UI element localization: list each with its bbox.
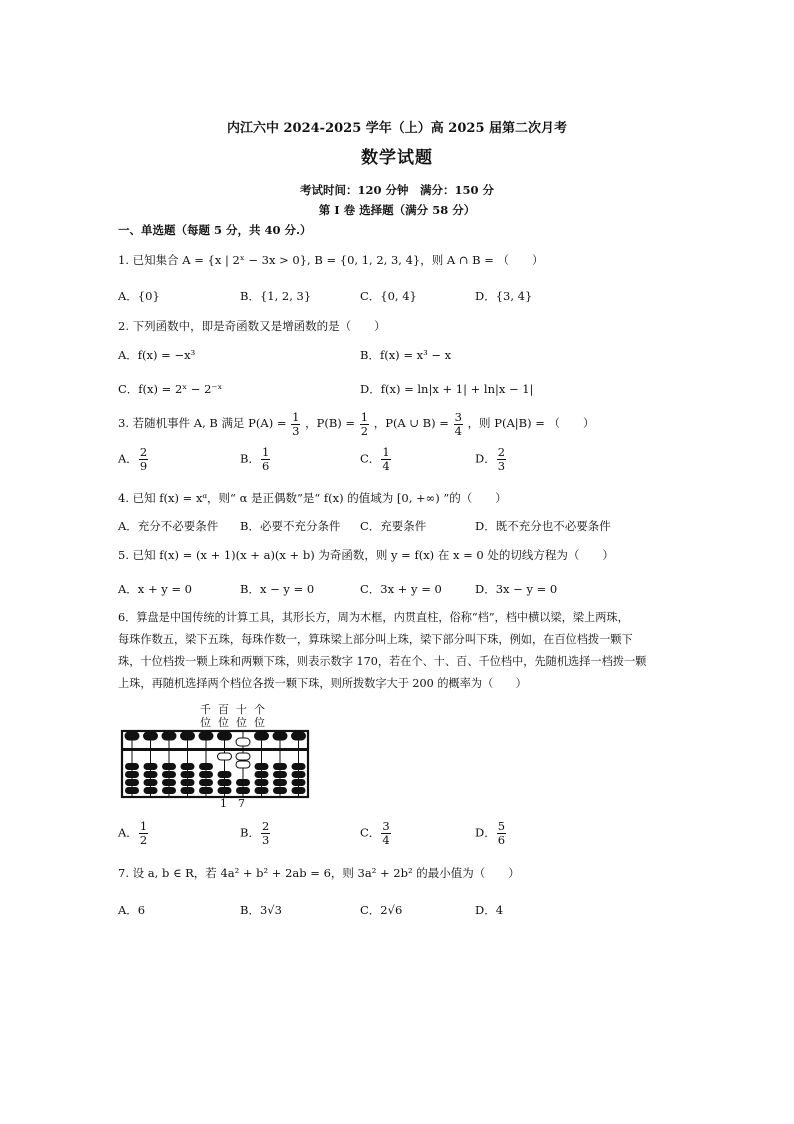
abacus-label-tens: 十 — [236, 703, 247, 716]
abacus-upper-bead — [292, 732, 306, 740]
q3-pa-num: 1 — [292, 409, 300, 424]
q6-line-2: 每珠作数五，梁下五珠，每珠作数一，算珠梁上部分叫上珠，梁下部分叫下珠，例如，在百位档拨一颗下 — [118, 633, 633, 646]
abacus-lower-bead — [255, 771, 269, 778]
q3-pu-den: 4 — [454, 423, 462, 438]
q3-mid1: ，P(B) = — [305, 416, 356, 430]
q3-option-c-den: 4 — [382, 459, 390, 473]
q3-option-c — [360, 446, 392, 473]
q5-option-a: A．x + y = 0 — [118, 582, 192, 596]
abacus-label-wei-2: 位 — [218, 716, 229, 729]
q6-option-c-label: C． — [360, 825, 381, 840]
abacus-label-thousands: 千 — [200, 703, 211, 716]
abacus-lower-bead — [236, 787, 250, 794]
q3-option-a-label: A． — [118, 451, 138, 466]
abacus-lower-bead — [236, 779, 250, 786]
q6-line-1: 6．算盘是中国传统的计算工具，其形长方，周为木框，内贯直柱，俗称“档”，档中横以梁，梁上两珠， — [118, 611, 629, 624]
q3-option-d-fraction — [497, 446, 506, 473]
abacus-lower-bead — [162, 763, 176, 770]
q6-option-c-fraction — [381, 820, 390, 847]
q5-option-d: D．3x − y = 0 — [475, 582, 558, 596]
q3-option-b-num: 1 — [261, 445, 270, 459]
abacus-label-wei-3: 位 — [236, 716, 247, 729]
q6-line-4: 上珠，再随机选择两个档位各拨一颗下珠，则所拨数字大于 200 的概率为（ ） — [118, 677, 527, 690]
abacus-lower-bead — [181, 771, 195, 778]
q3-pa-fraction — [291, 411, 300, 438]
q3-option-c-label: C． — [360, 451, 381, 466]
q3-pb-den: 2 — [360, 423, 369, 438]
q7-option-b: B．3√3 — [240, 903, 282, 917]
abacus-lower-bead — [144, 763, 158, 770]
q6-option-b-den: 3 — [261, 833, 270, 847]
q2-option-a: A．f(x) = −x³ — [118, 348, 196, 362]
q3-pb-num: 1 — [360, 409, 369, 424]
abacus-lower-bead — [218, 787, 232, 794]
abacus-upper-bead — [162, 732, 176, 740]
q6-option-b-label: B． — [240, 825, 260, 840]
q7-option-a: A．6 — [118, 903, 146, 917]
q5-option-c: C．3x + y = 0 — [360, 582, 442, 596]
q7-stem: 7. 设 a, b ∈ R，若 4a² + b² + 2ab = 6，则 3a² + 2b² 的最小值为（ ） — [118, 866, 520, 880]
q3-option-a-den: 9 — [139, 459, 148, 473]
abacus-upper-bead — [218, 732, 232, 740]
q6-option-c-den: 4 — [382, 833, 390, 847]
abacus-moved-bead — [218, 753, 232, 760]
q3-option-a-fraction — [139, 446, 148, 473]
q2-option-c: C．f(x) = 2ˣ − 2⁻ˣ — [118, 382, 223, 396]
q6-option-a-fraction — [139, 820, 148, 847]
abacus-lower-bead — [255, 787, 269, 794]
abacus-upper-bead — [181, 732, 195, 740]
abacus-lower-bead — [218, 771, 232, 778]
abacus-moved-bead — [236, 753, 250, 760]
q4-option-c: C．充要条件 — [360, 519, 427, 533]
q7-option-c: C．2√6 — [360, 903, 403, 917]
q3-option-d-num: 2 — [497, 445, 506, 459]
q5-option-b: B．x − y = 0 — [240, 582, 315, 596]
abacus-label-hundreds: 百 — [218, 703, 229, 716]
abacus-upper-bead — [273, 732, 287, 740]
q3-option-b-den: 6 — [261, 459, 270, 473]
abacus-lower-bead — [162, 771, 176, 778]
abacus-lower-bead — [144, 771, 158, 778]
abacus-lower-bead — [199, 771, 213, 778]
abacus-lower-bead — [199, 763, 213, 770]
abacus-lower-bead — [181, 779, 195, 786]
q3-suffix: ，则 P(A|B) = （ ） — [467, 416, 595, 430]
abacus-upper-bead — [199, 732, 213, 740]
q1-stem: 1. 已知集合 A = {x | 2ˣ − 3x > 0}, B = {0, 1, 2, 3, 4}，则 A ∩ B = （ ） — [118, 253, 544, 267]
q1-option-a: A．{0} — [118, 289, 160, 303]
q1-option-d: D．{3, 4} — [475, 289, 533, 303]
abacus-lower-bead — [199, 787, 213, 794]
q3-option-a — [118, 446, 149, 473]
q6-option-b-fraction — [261, 820, 270, 847]
q6-option-d-fraction — [497, 820, 506, 847]
q3-option-d-den: 3 — [497, 459, 506, 473]
exam-meta: 考试时间：120 分钟 满分：150 分 — [299, 183, 495, 197]
q6-line-3: 珠，十位档拨一颗上珠和两颗下珠，则表示数字 170，若在个、十、百、千位档中，先随机选择一档拨一颗 — [118, 655, 647, 668]
abacus-lower-bead — [199, 779, 213, 786]
abacus-label-ones: 个 — [254, 703, 265, 716]
q6-option-d — [475, 820, 507, 847]
abacus-lower-bead — [144, 787, 158, 794]
abacus-lower-bead — [218, 779, 232, 786]
abacus-upper-bead — [125, 732, 139, 740]
abacus-lower-bead — [162, 787, 176, 794]
abacus-lower-bead — [162, 779, 176, 786]
abacus-upper-bead — [144, 732, 158, 740]
q6-option-d-label: D． — [475, 825, 496, 840]
q6-option-d-den: 6 — [497, 833, 506, 847]
abacus-lower-bead — [273, 771, 287, 778]
part-title: 第 I 卷 选择题（满分 58 分） — [318, 203, 476, 217]
q1-option-c: C．{0, 4} — [360, 289, 417, 303]
abacus-lower-bead — [125, 771, 139, 778]
q3-pa-den: 3 — [292, 423, 300, 438]
abacus-lower-bead — [181, 763, 195, 770]
q3-option-b-fraction — [261, 446, 270, 473]
abacus-lower-bead — [125, 763, 139, 770]
exam-title: 内江六中 2024-2025 学年（上）高 2025 届第二次月考 — [226, 121, 568, 136]
q6-option-a-label: A． — [118, 825, 138, 840]
abacus-lower-bead — [255, 763, 269, 770]
abacus-lower-bead — [255, 779, 269, 786]
q4-stem: 4. 已知 f(x) = xᵅ，则“ α 是正偶数”是“ f(x) 的值域为 [0, +∞) ”的（ ） — [118, 491, 507, 505]
q5-stem: 5. 已知 f(x) = (x + 1)(x + a)(x + b) 为奇函数，则 y = f(x) 在 x = 0 处的切线方程为（ ） — [118, 548, 614, 562]
q3-option-d — [475, 446, 507, 473]
abacus-lower-bead — [273, 763, 287, 770]
q6-option-c-num: 3 — [382, 819, 390, 833]
section-heading: 一、单选题（每题 5 分，共 40 分.） — [118, 223, 312, 237]
q2-option-d: D．f(x) = ln|x + 1| + ln|x − 1| — [360, 382, 534, 396]
q3-prefix: 3. 若随机事件 A, B 满足 P(A) = — [118, 416, 287, 430]
q1-option-b: B．{1, 2, 3} — [240, 289, 312, 303]
q3-pu-fraction — [454, 411, 463, 438]
abacus-lower-bead — [125, 787, 139, 794]
q6-option-c — [360, 820, 392, 847]
abacus-lower-bead — [292, 787, 306, 794]
q4-option-b: B．必要不充分条件 — [240, 519, 341, 533]
subject-title: 数学试题 — [361, 148, 433, 168]
q6-option-b — [240, 820, 271, 847]
abacus-lower-bead — [181, 787, 195, 794]
abacus-upper-bead — [236, 738, 250, 746]
abacus-lower-bead — [144, 779, 158, 786]
q3-pu-num: 3 — [454, 409, 462, 424]
q2-stem: 2. 下列函数中，即是奇函数又是增函数的是（ ） — [118, 319, 386, 333]
abacus-lower-bead — [292, 779, 306, 786]
abacus-upper-bead — [255, 732, 269, 740]
q6-option-a-den: 2 — [139, 833, 148, 847]
q6-option-b-num: 2 — [261, 819, 270, 833]
abacus-lower-bead — [125, 779, 139, 786]
q6-option-a — [118, 820, 149, 847]
q4-option-a: A．充分不必要条件 — [118, 519, 219, 533]
abacus-moved-bead — [236, 761, 250, 768]
abacus-lower-bead — [292, 763, 306, 770]
q7-option-d: D．4 — [475, 903, 504, 917]
q3-option-c-fraction — [381, 446, 390, 473]
q3-stem — [118, 410, 595, 438]
q3-option-c-num: 1 — [382, 445, 390, 459]
q6-option-d-num: 5 — [497, 819, 506, 833]
abacus-digit-1: 1 — [220, 797, 227, 810]
abacus-lower-bead — [273, 779, 287, 786]
q3-pb-fraction — [360, 411, 369, 438]
abacus-lower-bead — [292, 771, 306, 778]
q3-option-a-num: 2 — [139, 445, 148, 459]
q3-mid2: ，P(A ∪ B) = — [373, 416, 449, 430]
abacus-label-wei-4: 位 — [254, 716, 265, 729]
abacus-figure — [120, 729, 310, 799]
q3-option-d-label: D． — [475, 451, 496, 466]
q3-option-b — [240, 446, 271, 473]
q6-option-a-num: 1 — [139, 819, 148, 833]
q2-option-b: B．f(x) = x³ − x — [360, 348, 452, 362]
q3-option-b-label: B． — [240, 451, 260, 466]
abacus-label-wei-1: 位 — [200, 716, 211, 729]
abacus-digit-7: 7 — [238, 797, 245, 810]
abacus-lower-bead — [273, 787, 287, 794]
q4-option-d: D．既不充分也不必要条件 — [475, 519, 611, 533]
